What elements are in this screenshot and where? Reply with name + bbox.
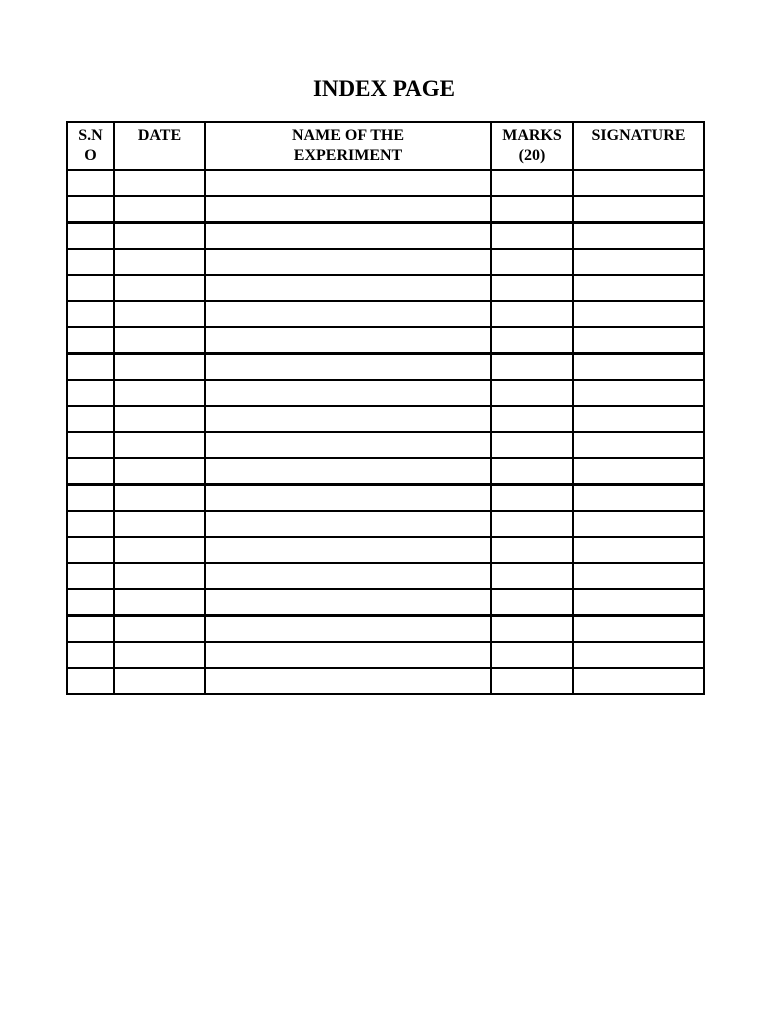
cell-experiment-name [205, 249, 491, 275]
cell-experiment-name [205, 275, 491, 301]
cell-sno [67, 354, 114, 381]
cell-signature [573, 275, 704, 301]
cell-marks [491, 275, 573, 301]
table-row [67, 223, 704, 250]
cell-marks [491, 354, 573, 381]
cell-date [114, 589, 205, 616]
cell-experiment-name [205, 380, 491, 406]
table-row [67, 537, 704, 563]
cell-date [114, 537, 205, 563]
cell-experiment-name [205, 537, 491, 563]
cell-sno [67, 275, 114, 301]
cell-sno [67, 196, 114, 223]
cell-date [114, 406, 205, 432]
cell-experiment-name [205, 170, 491, 196]
cell-sno [67, 537, 114, 563]
cell-marks [491, 327, 573, 354]
cell-marks [491, 642, 573, 668]
cell-signature [573, 458, 704, 485]
table-row [67, 406, 704, 432]
cell-signature [573, 642, 704, 668]
cell-marks [491, 170, 573, 196]
cell-experiment-name [205, 458, 491, 485]
header-sno-line2: O [84, 147, 97, 164]
header-signature [573, 122, 704, 170]
cell-date [114, 354, 205, 381]
header-signature-label: SIGNATURE [591, 127, 686, 144]
table-row [67, 327, 704, 354]
header-marks-line2: (20) [518, 147, 546, 164]
cell-sno [67, 589, 114, 616]
cell-signature [573, 327, 704, 354]
cell-date [114, 170, 205, 196]
header-date-label: DATE [137, 127, 182, 144]
table-row [67, 668, 704, 694]
cell-experiment-name [205, 485, 491, 512]
cell-sno [67, 642, 114, 668]
cell-experiment-name [205, 327, 491, 354]
cell-marks [491, 485, 573, 512]
cell-signature [573, 380, 704, 406]
cell-marks [491, 616, 573, 643]
cell-signature [573, 563, 704, 589]
cell-date [114, 327, 205, 354]
table-row [67, 354, 704, 381]
cell-sno [67, 249, 114, 275]
table-row [67, 432, 704, 458]
cell-date [114, 616, 205, 643]
cell-sno [67, 170, 114, 196]
cell-experiment-name [205, 616, 491, 643]
cell-sno [67, 616, 114, 643]
cell-marks [491, 249, 573, 275]
table-row [67, 511, 704, 537]
cell-date [114, 485, 205, 512]
table-row [67, 589, 704, 616]
table-row [67, 196, 704, 223]
cell-experiment-name [205, 563, 491, 589]
cell-sno [67, 458, 114, 485]
cell-experiment-name [205, 432, 491, 458]
cell-marks [491, 406, 573, 432]
cell-marks [491, 511, 573, 537]
header-sno [67, 122, 114, 170]
table-header [67, 122, 704, 170]
cell-marks [491, 223, 573, 250]
cell-sno [67, 668, 114, 694]
cell-sno [67, 327, 114, 354]
cell-signature [573, 354, 704, 381]
cell-signature [573, 249, 704, 275]
header-date [114, 122, 205, 170]
cell-date [114, 511, 205, 537]
cell-signature [573, 301, 704, 327]
cell-date [114, 196, 205, 223]
index-table [66, 121, 705, 695]
cell-experiment-name [205, 511, 491, 537]
header-experiment-name [205, 122, 491, 170]
cell-signature [573, 511, 704, 537]
table-row [67, 458, 704, 485]
cell-sno [67, 511, 114, 537]
cell-date [114, 249, 205, 275]
cell-date [114, 642, 205, 668]
cell-signature [573, 196, 704, 223]
cell-marks [491, 589, 573, 616]
cell-marks [491, 537, 573, 563]
table-row [67, 301, 704, 327]
cell-signature [573, 616, 704, 643]
cell-date [114, 275, 205, 301]
cell-signature [573, 223, 704, 250]
cell-date [114, 458, 205, 485]
cell-sno [67, 485, 114, 512]
cell-signature [573, 432, 704, 458]
cell-marks [491, 301, 573, 327]
cell-signature [573, 170, 704, 196]
cell-date [114, 301, 205, 327]
table-row [67, 380, 704, 406]
cell-experiment-name [205, 223, 491, 250]
cell-signature [573, 537, 704, 563]
table-body [67, 170, 704, 694]
cell-date [114, 223, 205, 250]
header-row [67, 122, 704, 170]
table-row [67, 563, 704, 589]
cell-experiment-name [205, 406, 491, 432]
table-row [67, 485, 704, 512]
cell-signature [573, 485, 704, 512]
cell-date [114, 432, 205, 458]
table-row [67, 275, 704, 301]
table-row [67, 642, 704, 668]
cell-experiment-name [205, 354, 491, 381]
table-row [67, 249, 704, 275]
cell-experiment-name [205, 589, 491, 616]
cell-sno [67, 406, 114, 432]
cell-sno [67, 301, 114, 327]
cell-marks [491, 563, 573, 589]
cell-signature [573, 406, 704, 432]
cell-sno [67, 563, 114, 589]
cell-sno [67, 223, 114, 250]
cell-marks [491, 668, 573, 694]
table-row [67, 170, 704, 196]
cell-signature [573, 589, 704, 616]
cell-experiment-name [205, 301, 491, 327]
cell-experiment-name [205, 642, 491, 668]
header-experiment-line2: EXPERIMENT [293, 147, 403, 164]
header-experiment-line1: NAME OF THE [291, 127, 404, 144]
cell-date [114, 668, 205, 694]
cell-date [114, 380, 205, 406]
cell-sno [67, 380, 114, 406]
cell-marks [491, 380, 573, 406]
table-row [67, 616, 704, 643]
header-sno-line1: S.N [78, 127, 103, 144]
cell-experiment-name [205, 196, 491, 223]
cell-signature [573, 668, 704, 694]
cell-sno [67, 432, 114, 458]
header-marks [491, 122, 573, 170]
cell-marks [491, 458, 573, 485]
header-marks-line1: MARKS [502, 127, 562, 144]
cell-date [114, 563, 205, 589]
page-title: INDEX PAGE [312, 76, 456, 101]
cell-marks [491, 196, 573, 223]
cell-marks [491, 432, 573, 458]
cell-experiment-name [205, 668, 491, 694]
